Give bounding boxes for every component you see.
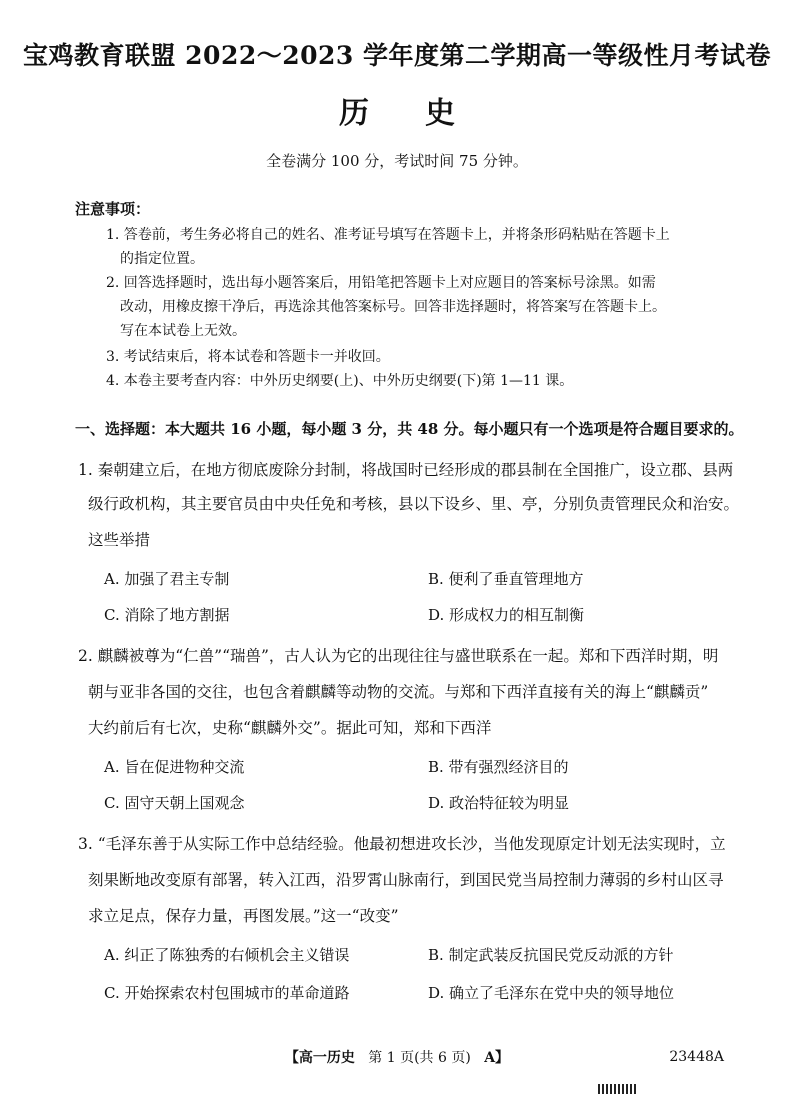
question-3-line: 3. “毛泽东善于从实际工作中总结经验。他最初想进攻长沙，当他发现原定计划无法实现时，立 bbox=[78, 835, 726, 853]
question-3-line: 求立足点，保存力量，再图发展。”这一“改变” bbox=[88, 907, 399, 925]
question-1-line: 1. 秦朝建立后，在地方彻底废除分封制，将战国时已经形成的郡县制在全国推广，设立郡、县两 bbox=[78, 461, 734, 479]
note-line: 的指定位置。 bbox=[120, 251, 204, 267]
footer-course: 【高一历史 bbox=[284, 1050, 355, 1066]
note-line: 1. 答卷前，考生务必将自己的姓名、准考证号填写在答题卡上，并将条形码粘贴在答题卡上 bbox=[106, 227, 670, 243]
footer-page-number: 第 1 页(共 6 页) bbox=[368, 1050, 471, 1066]
note-line: 2. 回答选择题时，选出每小题答案后，用铅笔把答题卡上对应题目的答案标号涂黑。如需 bbox=[106, 275, 656, 291]
paper-code: 23448A bbox=[669, 1049, 724, 1065]
question-1-line: 这些举措 bbox=[88, 531, 151, 549]
question-2-line: 2. 麒麟被尊为“仁兽”“瑞兽”，古人认为它的出现往往与盛世联系在一起。郑和下西洋时期，明 bbox=[78, 647, 719, 665]
question-3-option-b: B. 制定武装反抗国民党反动派的方针 bbox=[428, 946, 674, 964]
exam-title: 宝鸡教育联盟 2022～2023 学年度第二学期高一等级性月考试卷 bbox=[22, 41, 772, 70]
full-score-note: 全卷满分 100 分，考试时间 75 分钟。 bbox=[266, 152, 528, 170]
question-3-line: 刻果断地改变原有部署，转入江西，沿罗霄山脉南行，到国民党当局控制力薄弱的乡村山区寻 bbox=[88, 871, 724, 889]
note-line: 3. 考试结束后，将本试卷和答题卡一并收回。 bbox=[106, 349, 390, 365]
question-3-option-a: A. 纠正了陈独秀的右倾机会主义错误 bbox=[104, 946, 350, 964]
question-1-option-d: D. 形成权力的相互制衡 bbox=[428, 606, 585, 624]
section-heading: 一、选择题：本大题共 16 小题，每小题 3 分，共 48 分。每小题只有一个选项是符合题目要求的。 bbox=[75, 420, 744, 438]
qr-code-icon bbox=[598, 1084, 638, 1094]
note-line: 改动，用橡皮擦干净后，再选涂其他答案标号。回答非选择题时，将答案写在答题卡上。 bbox=[120, 299, 666, 315]
footer-version: A】 bbox=[484, 1050, 510, 1066]
question-1-option-b: B. 便利了垂直管理地方 bbox=[428, 570, 584, 588]
question-3-option-d: D. 确立了毛泽东在党中央的领导地位 bbox=[428, 984, 675, 1002]
note-line: 写在本试卷上无效。 bbox=[120, 323, 246, 339]
question-1-option-a: A. 加强了君主专制 bbox=[104, 570, 230, 588]
notes-heading: 注意事项： bbox=[75, 200, 151, 218]
question-1-line: 级行政机构，其主要官员由中央任免和考核，县以下设乡、里、亭，分别负责管理民众和治安。 bbox=[88, 495, 740, 513]
question-2-option-b: B. 带有强烈经济目的 bbox=[428, 758, 569, 776]
question-2-line: 大约前后有七次，史称“麒麟外交”。据此可知，郑和下西洋 bbox=[88, 719, 492, 737]
question-2-line: 朝与亚非各国的交往，也包含着麒麟等动物的交流。与郑和下西洋直接有关的海上“麒麟贡” bbox=[88, 683, 709, 701]
question-2-option-c: C. 固守天朝上国观念 bbox=[104, 794, 245, 812]
question-2-option-d: D. 政治特征较为明显 bbox=[428, 794, 570, 812]
note-line: 4. 本卷主要考查内容：中外历史纲要(上)、中外历史纲要(下)第 1—11 课。 bbox=[106, 373, 574, 389]
question-1-option-c: C. 消除了地方割据 bbox=[104, 606, 230, 624]
question-3-option-c: C. 开始探索农村包围城市的革命道路 bbox=[104, 984, 350, 1002]
subject-title: 历史 bbox=[339, 96, 511, 131]
question-2-option-a: A. 旨在促进物种交流 bbox=[104, 758, 245, 776]
